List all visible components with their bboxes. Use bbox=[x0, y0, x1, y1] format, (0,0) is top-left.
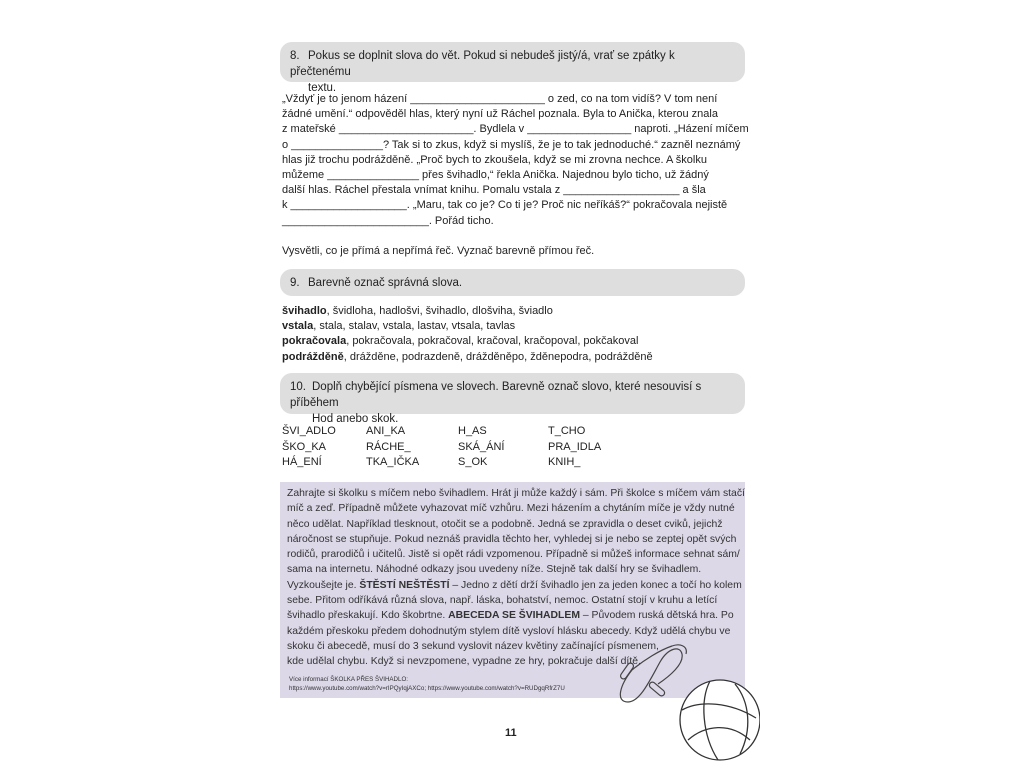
task-instruction-line2: textu. bbox=[308, 82, 337, 94]
grid-word: ŠVI_ADLO bbox=[282, 425, 336, 437]
story-line: o _______________? Tak si to zkus, když si myslíš, že je to tak jednoduché.“ zazněl neznámý bbox=[282, 138, 741, 151]
info-text-fragment: sebe. Přitom odříkává různá slova, např. láska, bohatství, nemoc. Ostatní stojí v kruhu a letící bbox=[287, 595, 718, 607]
info-line bbox=[287, 547, 742, 562]
grid-word: ANI_KA bbox=[366, 425, 406, 437]
grid-word: PRA_IDLA bbox=[548, 440, 602, 453]
more-info-note bbox=[289, 675, 565, 693]
task-instruction-line1: Pokus se doplnit slova do vět. Pokud si nebudeš jistý/á, vrať se zpátky k přečtenému bbox=[290, 50, 675, 78]
task-number: 8. bbox=[290, 50, 300, 62]
explain-instruction: Vysvětli, co je přímá a nepřímá řeč. Vyznač barevně přímou řeč. bbox=[282, 245, 595, 257]
info-line bbox=[287, 608, 742, 623]
story-line: z mateřské ______________________. Bydlela v _________________ naproti. „Házení míčem bbox=[282, 123, 749, 136]
story-line: „Vždyť je to jenom házení ______________________ o zed, co na tom vidíš? V tom není bbox=[282, 93, 718, 105]
grid-word: TKA_IČKA bbox=[366, 456, 420, 468]
target-word: švihadlo bbox=[282, 305, 327, 317]
more-info-links: https://www.youtube.com/watch?v=rIPQyIqjAXCo; https://www.youtube.com/watch?v=RUDgqRfrZ7U bbox=[289, 685, 565, 692]
info-line bbox=[287, 486, 745, 501]
grid-word: SKÁ_ÁNÍ bbox=[458, 440, 505, 453]
grid-word: S_OK bbox=[458, 456, 488, 468]
info-text-fragment: rodičů, prarodičů i učitelů. Jistě si opět rádi vzpomenou. Případně si můžeš informace sehnat sám/ bbox=[287, 549, 740, 561]
grid-column bbox=[548, 424, 601, 471]
info-line bbox=[287, 578, 742, 593]
word-row bbox=[282, 319, 742, 334]
info-text-fragment: Zahrajte si školku s míčem nebo švihadlem. Hrát ji může každý i sám. Při školce s míčem vám stačí bbox=[287, 488, 745, 499]
info-heading: ABECEDA SE ŠVIHADLEM bbox=[448, 610, 580, 622]
word-row bbox=[282, 334, 742, 349]
info-line bbox=[287, 562, 742, 577]
word-options: , pokračovala, pokračoval, kračoval, kračopoval, pokčakoval bbox=[346, 335, 639, 348]
grid-word: H_AS bbox=[458, 425, 487, 437]
info-text-fragment: sama na internetu. Náhodné odkazy jsou uvedeny níže. Stejně tak další hry se švihadlem. bbox=[287, 564, 702, 576]
task-instruction-line1: Doplň chybějící písmena ve slovech. Barevně označ slovo, které nesouvisí s příběhem bbox=[290, 381, 702, 409]
grid-word: KNIH_ bbox=[548, 456, 581, 468]
word-options: , stala, stalav, vstala, lastav, vtsala, tavlas bbox=[313, 320, 516, 333]
grid-column bbox=[282, 424, 336, 471]
word-options: , drážděne, podrazdeně, drážděněpo, žděnepodra, podrážděně bbox=[343, 350, 653, 363]
story-paragraph bbox=[282, 92, 749, 229]
story-line: další hlas. Ráchel přestala vnímat knihu. Pomalu vstala z ___________________ a šla bbox=[282, 184, 706, 197]
story-line: žádné umění.“ odpověděl hlas, který nyní už Ráchel poznala. Byla to Anička, kterou znala bbox=[282, 108, 718, 121]
task-number: 9. bbox=[290, 277, 300, 289]
task-instruction-line2: Hod anebo skok. bbox=[312, 413, 399, 425]
grid-column bbox=[366, 424, 419, 471]
task-10-header bbox=[280, 373, 745, 425]
grid-word: HÁ_ENÍ bbox=[282, 456, 322, 468]
word-row bbox=[282, 304, 742, 319]
task-number: 10. bbox=[290, 381, 306, 393]
grid-column bbox=[458, 424, 504, 471]
story-line: hlas již trochu podrážděně. „Proč bych to zkoušela, když se mi zrovna nechce. A školku bbox=[282, 153, 707, 166]
more-info-title: Více informací ŠKOLKA PŘES ŠVIHADLO: bbox=[289, 676, 408, 683]
info-line bbox=[287, 501, 742, 516]
grid-word: RÁCHE_ bbox=[366, 440, 411, 453]
illustration bbox=[610, 640, 760, 768]
grid-word: ŠKO_KA bbox=[282, 440, 327, 453]
info-line bbox=[287, 532, 742, 547]
info-text-fragment: míč a zeď. Případně můžete vyhazovat míč vzhůru. Mezi házením a chytáním míče je vždy nutné bbox=[287, 503, 735, 515]
info-text-fragment: něco udělat. Například tlesknout, otočit se a podobně. Jedná se zpravidla o deset cviků, jejichž bbox=[287, 518, 723, 530]
target-word: vstala bbox=[282, 320, 314, 333]
target-word: pokračovala bbox=[282, 335, 347, 348]
info-line bbox=[287, 624, 742, 639]
info-text-fragment: náročnost se stupňuje. Pokud neznáš pravidla těchto her, vyhledej si je nebo se zeptej opět svých bbox=[287, 533, 737, 545]
story-line: můžeme _______________ přes švihadlo,“ řekla Anička. Najednou bylo ticho, už žádný bbox=[282, 169, 709, 182]
story-line: ________________________. Pořád ticho. bbox=[282, 214, 494, 227]
page-number: 11 bbox=[505, 727, 517, 739]
info-text-fragment: kde udělal chybu. Když si nevzpomene, vypadne ze hry, pokračuje další dítě. bbox=[287, 656, 641, 668]
word-options: , švidloha, hadlošvi, švihadlo, dlošviha, šviadlo bbox=[326, 305, 553, 317]
info-text-fragment: Vyzkoušejte je. bbox=[287, 579, 360, 591]
task-instruction: Barevně označ správná slova. bbox=[308, 277, 463, 289]
info-text-fragment: švihadlo přeskakují. Kdo škobrtne. bbox=[287, 610, 449, 622]
info-heading: ŠTĚSTÍ NEŠTĚSTÍ bbox=[359, 579, 450, 591]
info-text-fragment: – Původem ruská dětská hra. Po bbox=[579, 610, 734, 622]
task-8-header bbox=[280, 42, 745, 94]
info-line bbox=[287, 517, 742, 532]
grid-word: T_CHO bbox=[548, 425, 586, 437]
word-list bbox=[282, 304, 742, 365]
word-row bbox=[282, 350, 742, 365]
info-text-fragment: – Jedno z dětí drží švihadlo jen za jeden konec a točí ho kolem bbox=[449, 579, 742, 591]
info-text-fragment: skoku či abecedě, musí do 3 sekund vyslovit název květiny začínající písmenem, bbox=[287, 640, 659, 652]
info-text-fragment: každém přeskoku předem dohodnutým stylem dítě vysloví hlásku abecedy. Když udělá chybu ve bbox=[287, 625, 731, 637]
jump-rope-icon bbox=[619, 645, 686, 702]
target-word: podrážděně bbox=[282, 350, 344, 363]
info-line bbox=[287, 593, 742, 608]
story-line: k ___________________. „Maru, tak co je? Co ti je? Proč nic neříkáš?“ pokračovala nejistě bbox=[282, 199, 728, 212]
volleyball-icon bbox=[680, 680, 760, 760]
task-9-header bbox=[280, 269, 745, 296]
